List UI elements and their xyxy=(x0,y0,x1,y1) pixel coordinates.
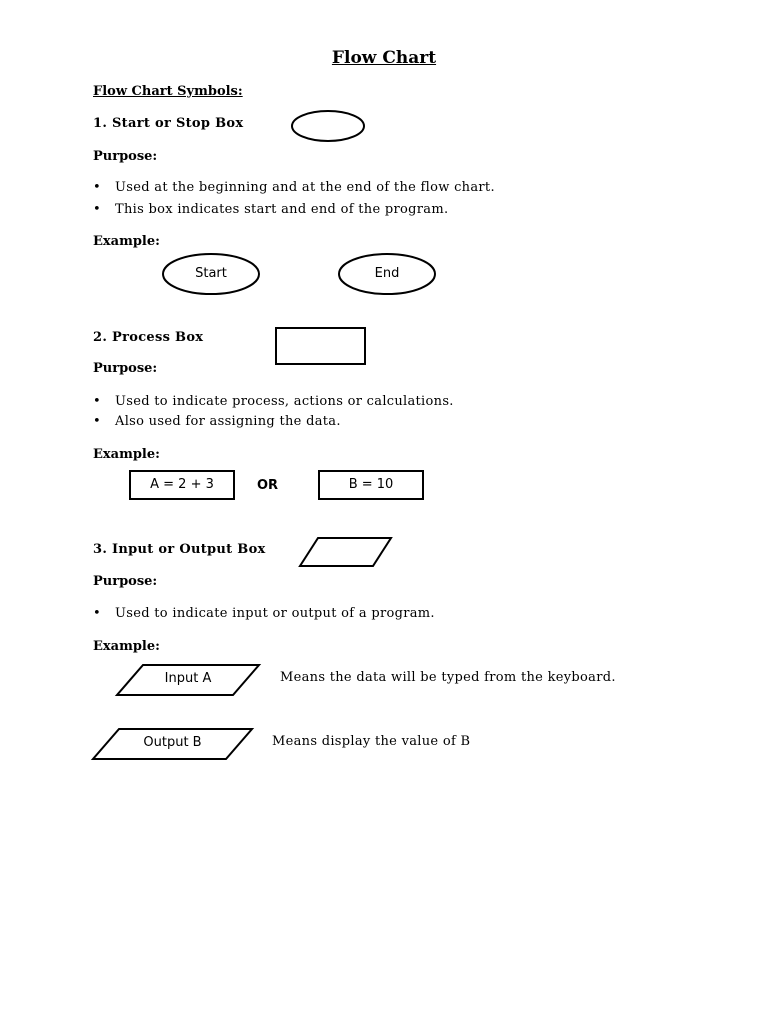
start-label: Start xyxy=(195,266,227,281)
process-example-b-label: B = 10 xyxy=(348,477,394,492)
section-2-purpose-label: Purpose: xyxy=(93,361,158,376)
bullet-icon: • xyxy=(93,414,101,429)
end-label: End xyxy=(374,266,400,281)
or-connector: OR xyxy=(257,478,279,493)
list-item: • This box indicates start and end of the program. xyxy=(93,202,449,217)
output-meaning: Means display the value of B xyxy=(272,734,471,749)
bullet-icon: • xyxy=(93,606,101,621)
output-label: Output B xyxy=(143,735,202,750)
bullet-icon: • xyxy=(93,180,101,195)
bullet-icon: • xyxy=(93,202,101,217)
section-subtitle: Flow Chart Symbols: xyxy=(93,84,243,99)
list-item: • Used at the beginning and at the end of the flow chart. xyxy=(93,180,495,195)
io-symbol xyxy=(300,538,391,566)
process-symbol xyxy=(276,328,365,364)
section-3-heading: 3. Input or Output Box xyxy=(93,542,266,557)
list-item: • Used to indicate process, actions or calculations. xyxy=(93,394,454,409)
section-3-example-label: Example: xyxy=(93,639,160,654)
section-1-purpose-label: Purpose: xyxy=(93,149,158,164)
section-2-example-label: Example: xyxy=(93,447,160,462)
list-item: • Used to indicate input or output of a program. xyxy=(93,606,435,621)
input-meaning: Means the data will be typed from the keyboard. xyxy=(280,670,616,685)
section-2-heading: 2. Process Box xyxy=(93,330,204,345)
terminal-symbol xyxy=(292,111,364,141)
section-1-example-label: Example: xyxy=(93,234,160,249)
page-title: Flow Chart xyxy=(331,48,437,68)
input-label: Input A xyxy=(164,671,212,686)
process-example-a-label: A = 2 + 3 xyxy=(150,477,214,492)
bullet-icon: • xyxy=(93,394,101,409)
section-1-heading: 1. Start or Stop Box xyxy=(93,116,244,131)
section-3-purpose-label: Purpose: xyxy=(93,574,158,589)
list-item: • Also used for assigning the data. xyxy=(93,414,341,429)
